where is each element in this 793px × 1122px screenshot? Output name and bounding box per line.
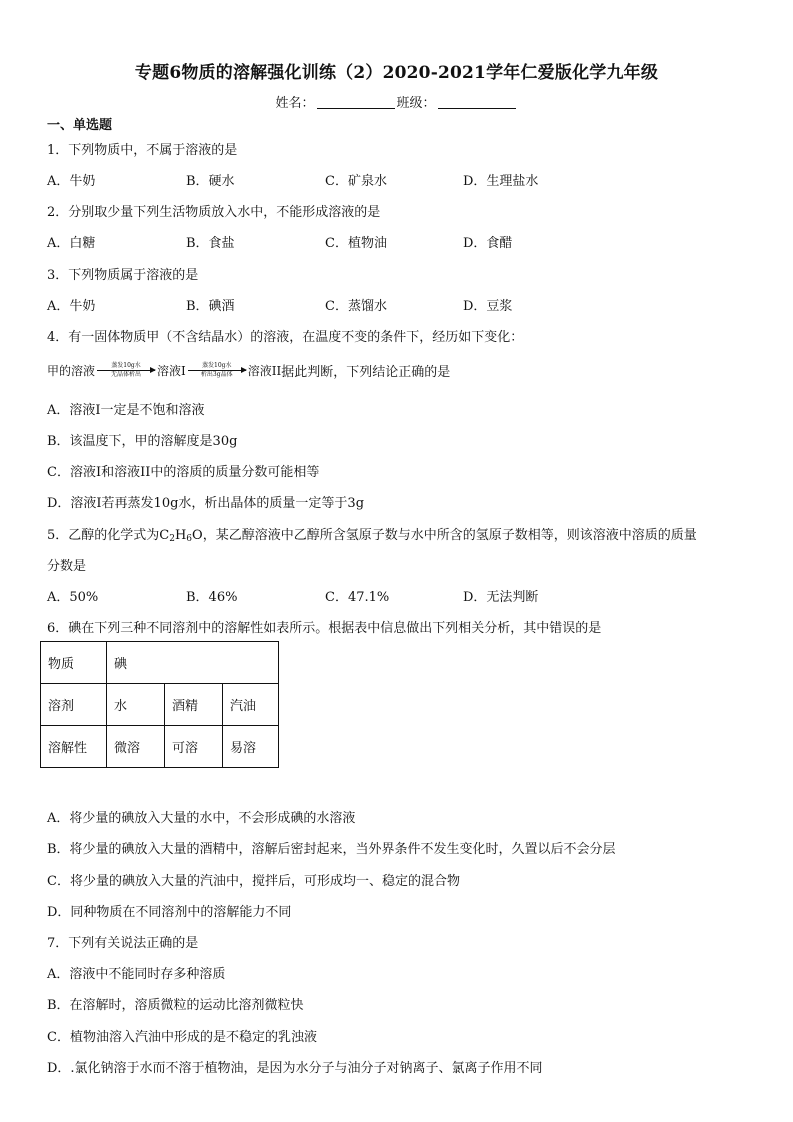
question-2-option-d: D．食醋: [463, 236, 513, 251]
question-1-option-d: D．生理盐水: [463, 174, 539, 189]
question-7-option-d: D．.氯化钠溶于水而不溶于植物油，是因为水分子与油分子对钠离子、氯离子作用不同: [47, 1061, 543, 1076]
question-3-stem: 3．下列物质属于溶液的是: [47, 268, 199, 283]
class-blank[interactable]: [438, 96, 516, 109]
reaction-start: 甲的溶液: [47, 364, 96, 378]
name-blank[interactable]: [317, 96, 395, 109]
question-4-option-a: A．溶液I一定是不饱和溶液: [47, 403, 205, 418]
question-1-option-b: B．硬水: [186, 174, 235, 189]
table-cell: 溶解性: [41, 726, 107, 768]
page-title: 专题6物质的溶解强化训练（2）2020-2021学年仁爱版化学九年级: [134, 63, 659, 83]
question-3-option-c: C．蒸馏水: [325, 299, 387, 314]
question-3-option-a: A．牛奶: [47, 299, 96, 314]
question-7-option-a: A．溶液中不能同时存多种溶质: [47, 967, 226, 982]
question-7-option-c: C．植物油溶入汽油中形成的是不稳定的乳浊液: [47, 1030, 317, 1045]
table-cell: 易溶: [223, 726, 279, 768]
question-4-option-b: B．该温度下，甲的溶解度是30g: [47, 434, 238, 449]
class-label: 班级：: [396, 96, 436, 111]
question-5-stem-line-2: 分数是: [47, 559, 87, 574]
table-row: [41, 684, 279, 726]
arrow-right-icon: [97, 370, 155, 371]
question-2-option-c: C．植物油: [325, 236, 387, 251]
reaction-end: 溶液II: [247, 364, 282, 378]
question-6-stem: 6．碘在下列三种不同溶剂中的溶解性如表所示。根据表中信息做出下列相关分析，其中错误的是: [47, 621, 602, 636]
question-6-option-d: D．同种物质在不同溶剂中的溶解能力不同: [47, 905, 292, 920]
question-3-option-d: D．豆浆: [463, 299, 513, 314]
table-cell: 汽油: [223, 684, 279, 726]
table-cell: 可溶: [165, 726, 223, 768]
table-cell: 微溶: [107, 726, 165, 768]
question-5-option-c: C．47.1%: [325, 590, 390, 605]
question-5-option-a: A．50%: [47, 590, 99, 605]
question-1-option-a: A．牛奶: [47, 174, 96, 189]
question-3-option-b: B．碘酒: [186, 299, 235, 314]
question-2-option-a: A．白糖: [47, 236, 96, 251]
solubility-table: [40, 641, 279, 768]
arrow-2-bottom-label: 析出3g晶体: [200, 371, 233, 378]
question-5-stem-line-1: 5．乙醇的化学式为$C_2H_6O$，某乙醇溶液中乙醇所含氢原子数与水中所含的氢原子数相等，则该溶液中溶质的质量: [47, 528, 697, 544]
table-cell: 溶剂: [41, 684, 107, 726]
name-label: 姓名：: [275, 96, 315, 111]
question-4-stem: 4．有一固体物质甲（不含结晶水）的溶液，在温度不变的条件下，经历如下变化：: [47, 330, 524, 345]
table-cell: 碘: [107, 642, 279, 684]
question-4-option-d: D．溶液I若再蒸发10g水，析出晶体的质量一定等于3g: [47, 496, 365, 511]
table-row: [41, 726, 279, 768]
table-cell: 酒精: [165, 684, 223, 726]
question-2-stem: 2．分别取少量下列生活物质放入水中，不能形成溶液的是: [47, 205, 381, 220]
question-5-option-d: D．无法判断: [463, 590, 539, 605]
reaction-tail: 据此判断，下列结论正确的是: [281, 365, 451, 380]
question-6-option-b: B．将少量的碘放入大量的酒精中，溶解后密封起来，当外界条件不发生变化时，久置以后不会分层: [47, 842, 616, 857]
question-7-stem: 7．下列有关说法正确的是: [47, 936, 199, 951]
question-7-option-b: B．在溶解时，溶质微粒的运动比溶剂微粒快: [47, 998, 304, 1013]
question-4-option-c: C．溶液I和溶液II中的溶质的质量分数可能相等: [47, 465, 320, 480]
question-2-option-b: B．食盐: [186, 236, 235, 251]
arrow-1-top-label: 蒸发10g水: [111, 362, 141, 369]
table-cell: 水: [107, 684, 165, 726]
table-row: [41, 642, 279, 684]
table-cell: 物质: [41, 642, 107, 684]
reaction-middle: 溶液I: [157, 364, 186, 378]
reaction-arrow-1: [97, 363, 155, 378]
arrow-1-bottom-label: 无晶体析出: [111, 371, 142, 378]
question-1-option-c: C．矿泉水: [325, 174, 387, 189]
student-info-line: [0, 92, 793, 111]
question-1-stem: 1．下列物质中，不属于溶液的是: [47, 143, 238, 158]
question-5-option-b: B．46%: [186, 590, 238, 605]
arrow-2-top-label: 蒸发10g水: [202, 362, 232, 369]
question-6-option-c: C．将少量的碘放入大量的汽油中，搅拌后，可形成均一、稳定的混合物: [47, 874, 460, 889]
question-4-reaction-scheme: [47, 361, 450, 380]
reaction-arrow-2: [188, 363, 246, 378]
section-heading: 一、单选题: [47, 118, 113, 133]
arrow-right-icon: [188, 370, 246, 371]
question-6-option-a: A．将少量的碘放入大量的水中，不会形成碘的水溶液: [47, 811, 356, 826]
